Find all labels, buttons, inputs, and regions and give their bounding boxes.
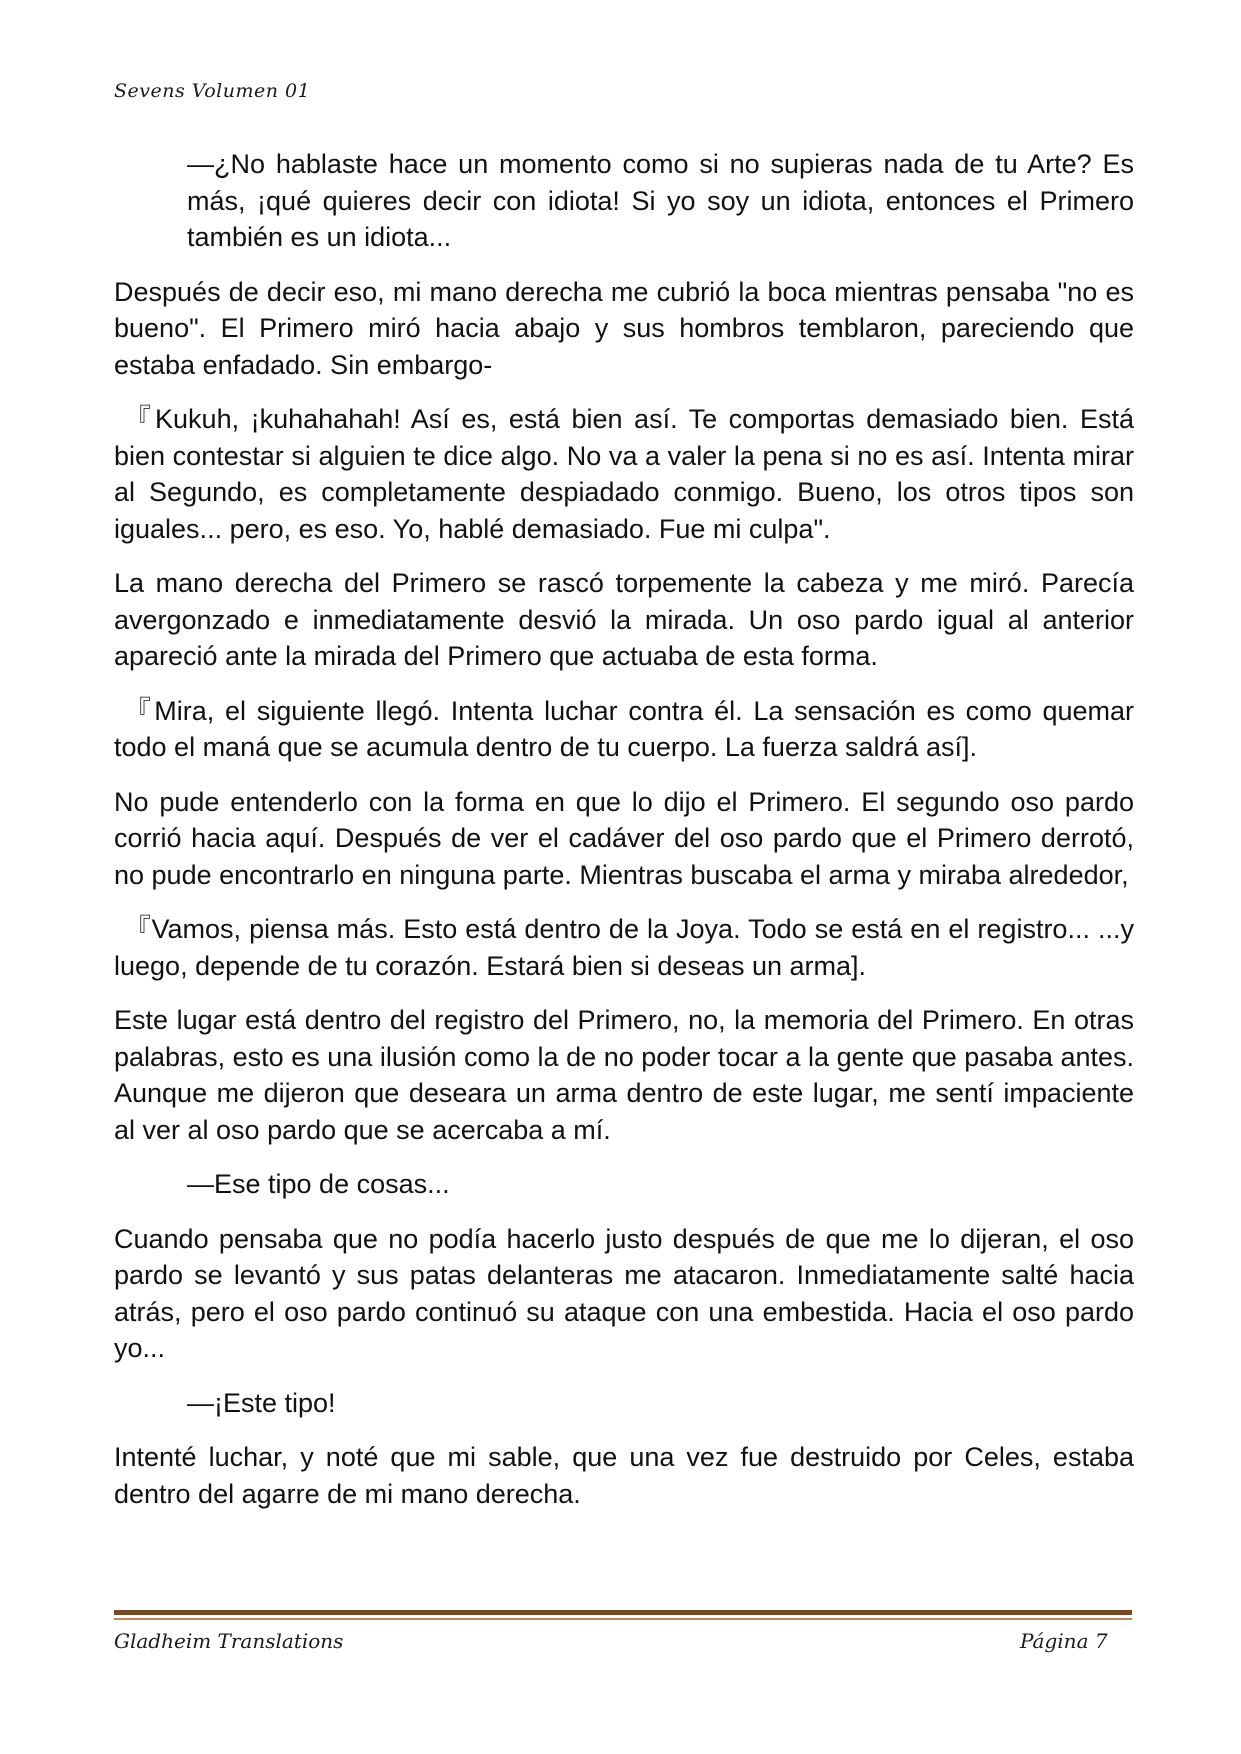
paragraph: Cuando pensaba que no podía hacerlo justo después de que me lo dijeran, el oso pardo se levantó y sus patas delanteras me atacaron. Inmediatamente salté hacia atrás, pero el oso pardo continuó su ataque con una embestida. Hacia el oso pardo yo... (114, 1223, 1134, 1363)
paragraph: No pude entenderlo con la forma en que lo dijo el Primero. El segundo oso pardo corrió hacia aquí. Después de ver el cadáver del oso pardo que el Primero derrotó, no pude encontrarlo en ninguna parte. Mientras buscaba el arma y miraba alrededor, (114, 786, 1134, 890)
footer-credit: Gladheim Translations (114, 1629, 344, 1653)
paragraph-quote: 『Vamos, piensa más. Esto está dentro de la Joya. Todo se está en el registro... ...y luego, depende de tu corazón. Estará bien si deseas un arma]. (114, 914, 1134, 981)
paragraph-quote: 『Kukuh, ¡kuhahahah! Así es, está bien así. Te comportas demasiado bien. Está bien contestar si alguien te dice algo. No va a valer la pena si no es así. Intenta mirar al Segundo, es completamente despiadado conmigo. Bueno, los otros tipos son iguales... pero, es eso. Yo, hablé demasiado. Fue mi culpa". (114, 404, 1134, 544)
paragraph: Después de decir eso, mi mano derecha me cubrió la boca mientras pensaba "no es bueno". El Primero miró hacia abajo y sus hombros temblaron, pareciendo que estaba enfadado. Sin embargo- (114, 276, 1134, 380)
page-body (114, 146, 1134, 1530)
paragraph: Este lugar está dentro del registro del Primero, no, la memoria del Primero. En otras palabras, esto es una ilusión como la de no poder tocar a la gente que pasaba antes. Aunque me dijeron que deseara un arma dentro de este lugar, me sentí impaciente al ver al oso pardo que se acercaba a mí. (114, 1005, 1134, 1145)
paragraph-dialogue: —¿No hablaste hace un momento como si no supieras nada de tu Arte? Es más, ¡qué quieres decir con idiota! Si yo soy un idiota, entonces el Primero también es un idiota... (187, 149, 1134, 252)
page-number: Página 7 (1020, 1629, 1108, 1653)
paragraph-dialogue: —Ese tipo de cosas... (187, 1169, 450, 1199)
running-header: Sevens Volumen 01 (114, 80, 311, 102)
paragraph: Intenté luchar, y noté que mi sable, que una vez fue destruido por Celes, estaba dentro del agarre de mi mano derecha. (114, 1442, 1134, 1509)
paragraph: La mano derecha del Primero se rascó torpemente la cabeza y me miró. Parecía avergonzado e inmediatamente desvió la mirada. Un oso pardo igual al anterior apareció ante la mirada del Primero que actuaba de esta forma. (114, 568, 1134, 671)
footer-rule (114, 1610, 1132, 1615)
footer-rule-thin (114, 1618, 1132, 1620)
paragraph-dialogue: —¡Este tipo! (187, 1387, 336, 1418)
paragraph-quote: 『Mira, el siguiente llegó. Intenta luchar contra él. La sensación es como quemar todo el maná que se acumula dentro de tu cuerpo. La fuerza saldrá así]. (114, 695, 1134, 762)
